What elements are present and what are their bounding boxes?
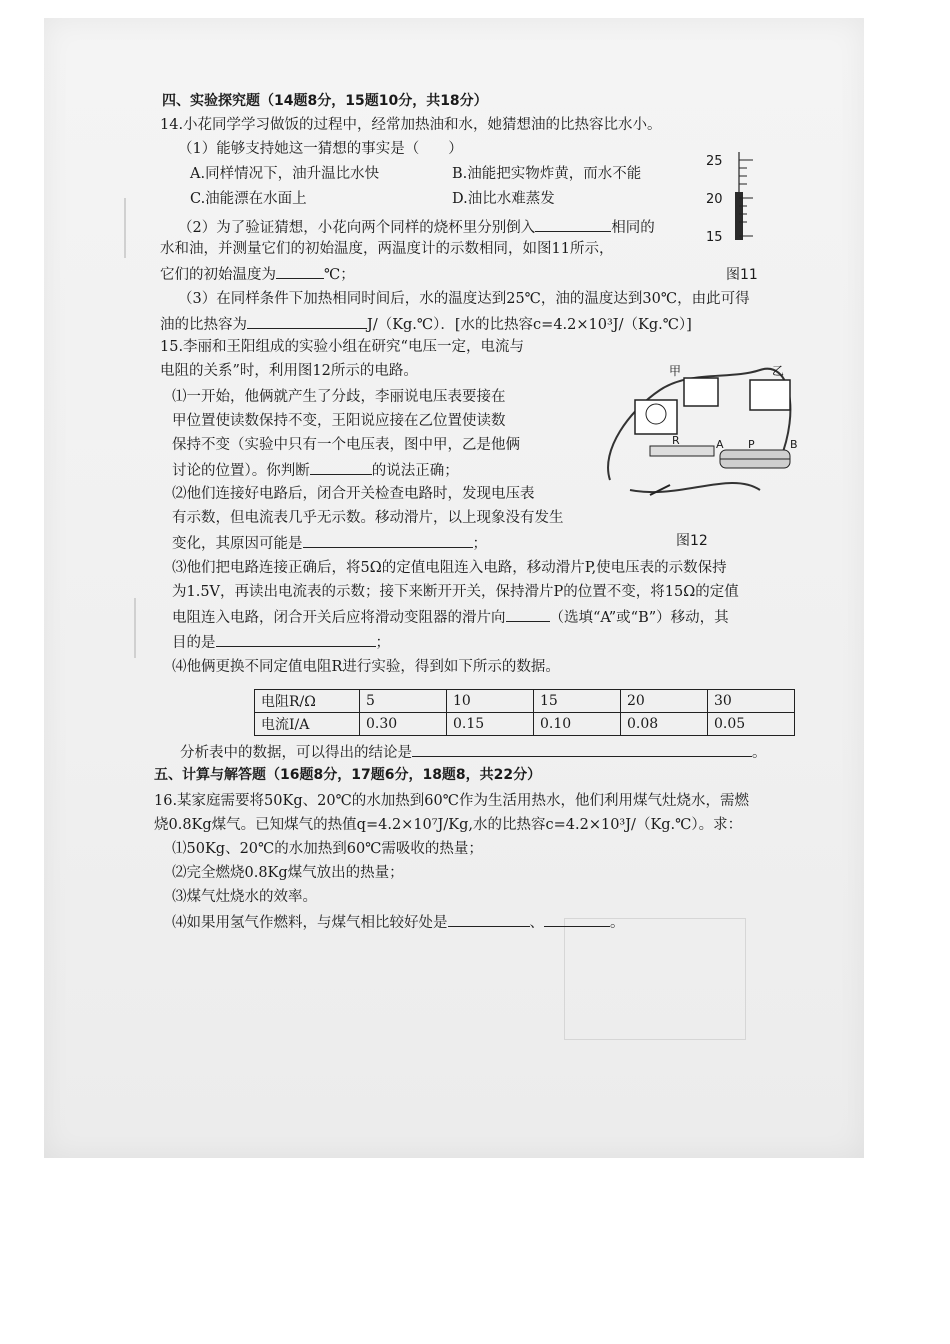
q15-part3-line1: ⑶他们把电路连接正确后，将5Ω的定值电阻连入电路，移动滑片P,使电压表的示数保持 [172,560,727,576]
q16-sub1: ⑴50Kg、20℃的水加热到60℃需吸收的热量； [172,841,483,857]
q15-part3-line2: 为1.5V，再读出电流表的示数；接下来断开开关，保持滑片P的位置不变，将15Ω的定值 [172,584,739,600]
q15-part3-line3 [172,607,729,627]
q14-part1: （1）能够支持她这一猜想的事实是（ ） [178,141,463,157]
circuit-label-yi: 乙 [772,364,785,378]
circuit-label-jia: 甲 [669,364,682,378]
table-cell: 10 [447,690,534,713]
q15-part4: ⑷他俩更换不同定值电阻R进行实验，得到如下所示的数据。 [172,659,560,675]
q14-part2-unit: ℃； [324,267,355,283]
exam-sheet [44,18,864,1158]
q14-part2-text: （2）为了验证猜想，小花向两个同样的烧杯里分别倒入 [178,220,536,236]
answer-blank[interactable] [276,264,324,279]
table-cell: 电阻R/Ω [255,690,360,713]
answer-blank[interactable] [412,742,752,757]
q16-sub4-separator: 、 [529,915,544,931]
thermometer-tick-20: 20 [706,192,723,207]
q14-part2-line3 [160,264,355,284]
q16-stem-line1: 16.某家庭需要将50Kg、20℃的水加热到60℃作为生活用热水，他们利用煤气灶烧水，需燃 [154,793,749,809]
bleed-through-circuit [564,918,746,1040]
q14-part2-line2: 水和油，并测量它们的初始温度，两温度计的示数相同，如图11所示， [160,241,614,257]
q15-part2-line3 [172,533,487,553]
q15-conclusion-end: 。 [752,745,767,761]
q15-part3-line4 [172,632,390,652]
q14-part3-line1: （3）在同样条件下加热相同时间后，水的温度达到25℃，油的温度达到30℃，由此可得 [178,291,750,307]
q15-part2-line2: 有示数，但电流表几乎无示数。移动滑片，以上现象没有发生 [172,510,564,526]
table-cell: 15 [534,690,621,713]
q15-part1-line3: 保持不变（实验中只有一个电压表，图中甲，乙是他俩 [172,437,520,453]
circuit-label-p: P [748,438,755,451]
answer-blank[interactable] [247,314,367,329]
section5-title: 五、计算与解答题（16题8分，17题6分，18题8，共22分） [154,767,542,783]
q15-part1-text-end: 的说法正确； [371,463,459,479]
q15-part1-line1: ⑴一开始，他俩就产生了分歧，李丽说电压表要接在 [172,389,506,405]
resistance-current-table [254,689,795,736]
q16-sub4-end: 。 [610,915,625,931]
table-cell: 0.15 [447,713,534,736]
q16-sub3: ⑶煤气灶烧水的效率。 [172,889,317,905]
q15-part1-text: 讨论的位置）。你判断 [172,463,310,479]
answer-blank[interactable] [303,533,473,548]
q15-part2-text: 变化，其原因可能是 [172,536,303,552]
q16-sub2: ⑵完全燃烧0.8Kg煤气放出的热量； [172,865,404,881]
circuit-label-r: R [672,434,680,447]
circuit-label-a: A [716,438,724,451]
section4-title: 四、实验探究题（14题8分，15题10分，共18分） [162,93,488,109]
table-cell: 20 [621,690,708,713]
q14-part2-temp-label: 它们的初始温度为 [160,267,276,283]
table-cell: 0.30 [360,713,447,736]
q15-part3-purpose: 目的是 [172,635,216,651]
answer-blank[interactable] [506,607,550,622]
q14-option-b: B.油能把实物炸黄，而水不能 [452,166,642,182]
answer-blank[interactable] [448,912,530,927]
circuit-label-b: B [790,438,798,451]
q14-part3-line2 [160,314,692,334]
q15-part3-purpose-end: ； [375,635,390,651]
figure-11-caption: 图11 [726,267,758,283]
q15-conclusion [180,742,767,762]
q15-stem-line2: 电阻的关系”时，利用图12所示的电路。 [160,363,418,379]
q15-part1-line4 [172,460,459,480]
bleed-through-mark [134,598,136,658]
answer-blank[interactable] [535,217,611,232]
q14-option-c: C.油能漂在水面上 [190,191,307,207]
table-row [255,713,795,736]
table-cell: 0.05 [708,713,795,736]
table-cell: 电流I/A [255,713,360,736]
q15-part3-text: 电阻连入电路，闭合开关后应将滑动变阻器的滑片向 [172,610,506,626]
q15-part3-text-end: （选填“A”或“B”）移动，其 [549,610,729,626]
table-cell: 5 [360,690,447,713]
q16-sub4-text: ⑷如果用氢气作燃料，与煤气相比较好处是 [172,915,448,931]
q14-part2-line1 [178,217,655,237]
answer-blank[interactable] [544,912,610,927]
q15-stem-line1: 15.李丽和王阳组成的实验小组在研究“电压一定，电流与 [160,339,524,355]
figure-12-caption: 图12 [676,533,708,549]
table-cell: 0.08 [621,713,708,736]
q14-part2-text-end: 相同的 [611,220,655,236]
q15-part1-line2: 甲位置使读数保持不变，王阳说应接在乙位置使读数 [172,413,506,429]
thermometer-tick-15: 15 [706,230,723,245]
thermometer-tick-25: 25 [706,154,723,169]
q15-part2-line1: ⑵他们连接好电路后，闭合开关检查电路时，发现电压表 [172,486,535,502]
q16-sub4 [172,912,625,932]
table-cell: 30 [708,690,795,713]
q15-part2-text-end: ； [472,536,487,552]
q16-stem-line2: 烧0.8Kg煤气。已知煤气的热值q=4.2×10⁷J/Kg,水的比热容c=4.2×10³J/（Kg.℃）。求： [154,817,743,833]
q14-part3-text: 油的比热容为 [160,317,247,333]
q14-option-a: A.同样情况下，油升温比水快 [190,166,380,182]
q14-stem: 14.小花同学学习做饭的过程中，经常加热油和水，她猜想油的比热容比水小。 [160,117,662,133]
table-cell: 0.10 [534,713,621,736]
q15-conclusion-text: 分析表中的数据，可以得出的结论是 [180,745,412,761]
bleed-through-mark [124,198,126,258]
table-row [255,690,795,713]
answer-blank[interactable] [216,632,376,647]
answer-blank[interactable] [310,460,372,475]
q14-option-d: D.油比水难蒸发 [452,191,555,207]
q14-part3-unit: J/（Kg.℃）．[水的比热容c=4.2×10³J/（Kg.℃）] [367,317,692,333]
